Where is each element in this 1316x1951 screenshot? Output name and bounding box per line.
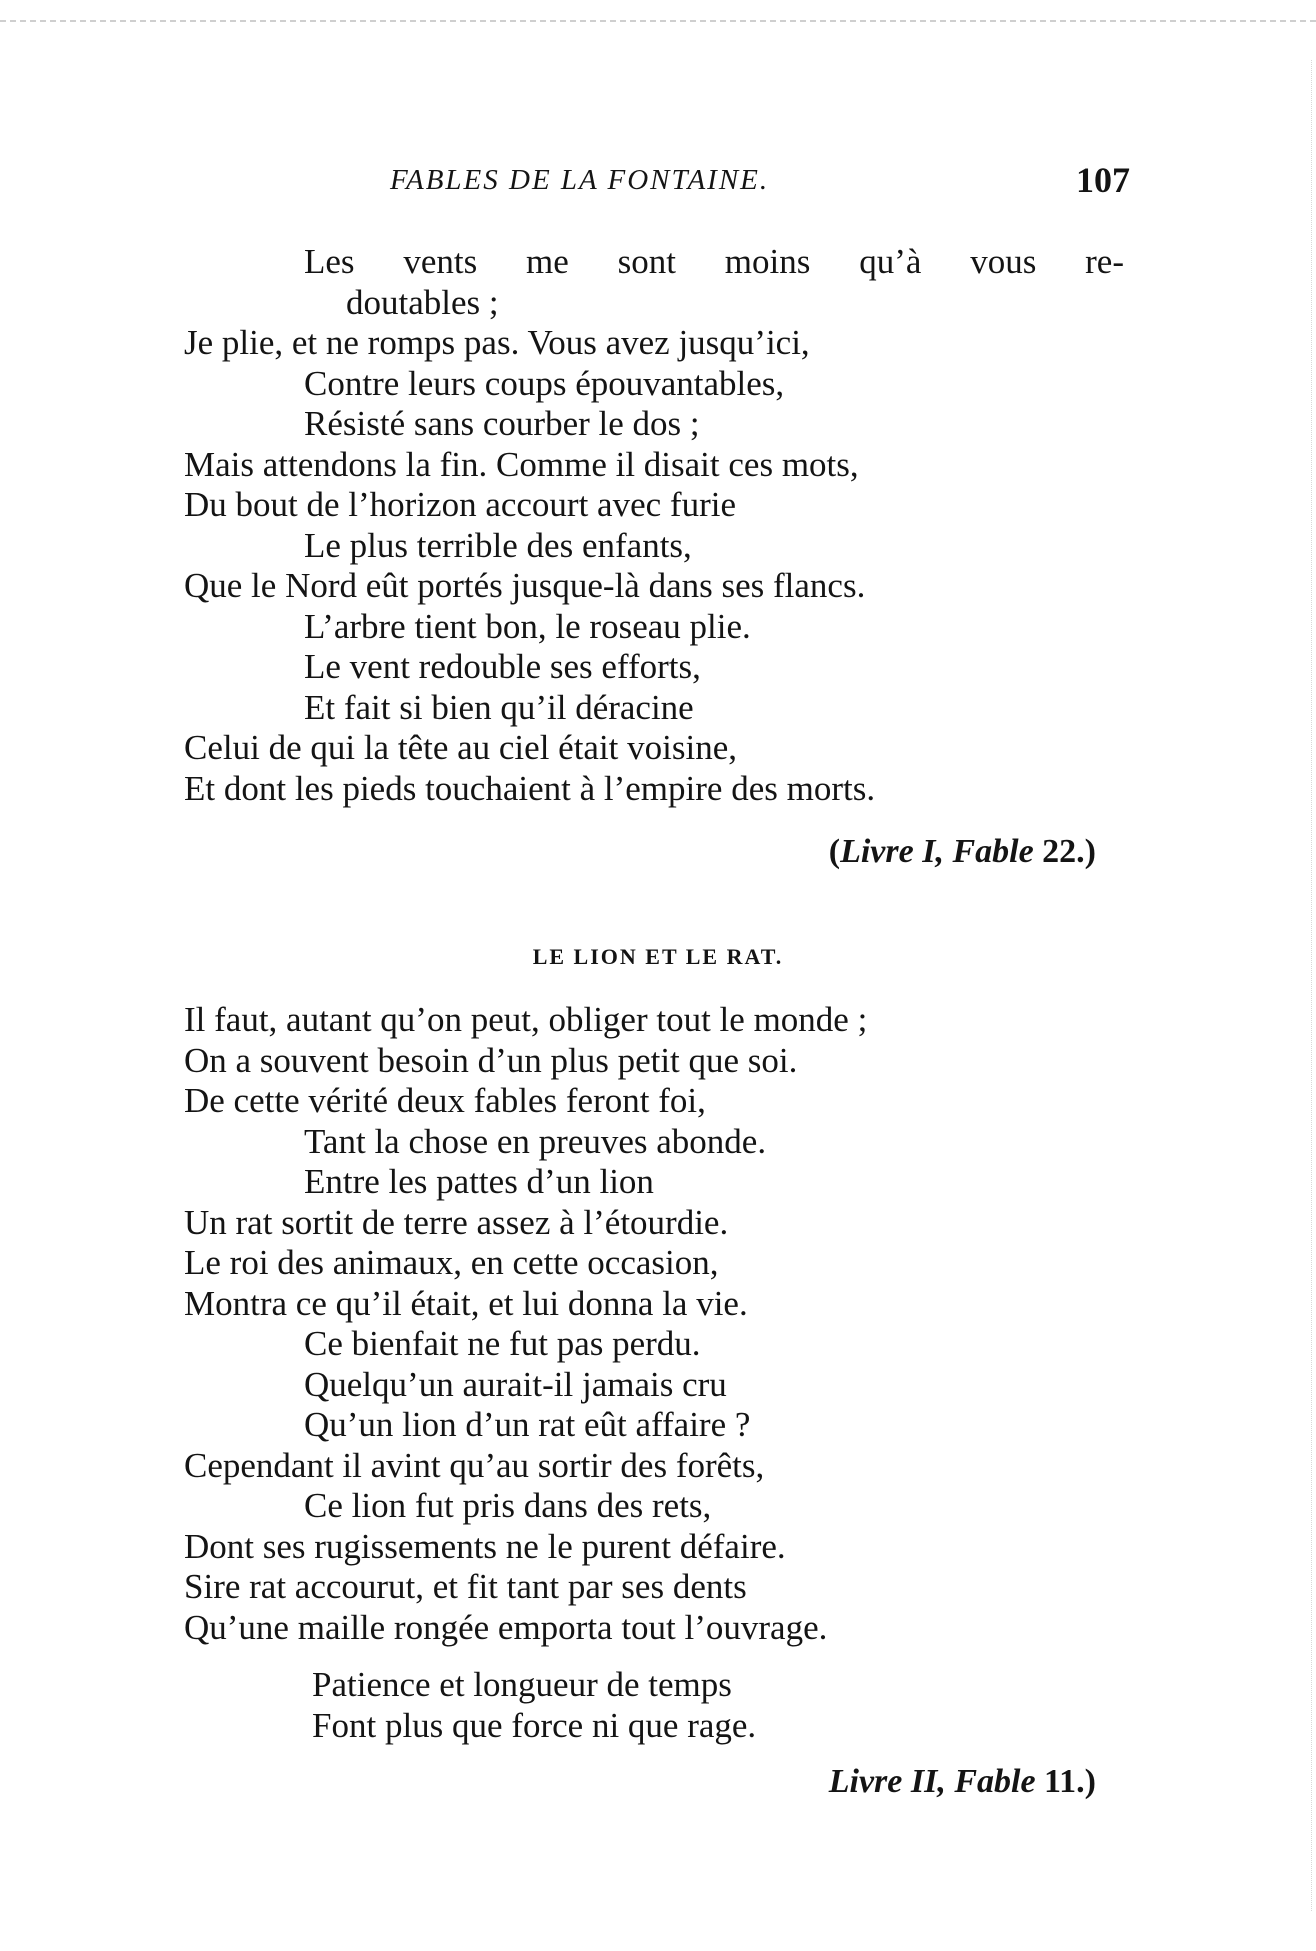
running-head — [390, 155, 1130, 205]
verse-line: Le plus terrible des enfants, — [304, 525, 692, 565]
verse-line: Résisté sans courber le dos ; — [304, 404, 700, 443]
moral-line: Font plus que force ni que rage. — [312, 1705, 757, 1745]
verse-line: Qu’un lion d’un rat eût affaire ? — [304, 1405, 751, 1444]
verse-line: Entre les pattes d’un lion — [304, 1162, 654, 1201]
fable-2-title: LE LION ET LE RAT. — [532, 944, 784, 969]
verse-line: Ce lion fut pris dans des rets, — [304, 1486, 712, 1525]
verse-line: On a souvent besoin d’un plus petit que soi. — [184, 1040, 798, 1080]
verse-line: doutables ; — [346, 282, 499, 322]
verse-line: L’arbre tient bon, le roseau plie. — [304, 606, 751, 646]
source-open-paren: ( — [828, 833, 841, 870]
verse-line: Celui de qui la tête au ciel était voisine, — [184, 728, 738, 767]
verse-line: Le roi des animaux, en cette occasion, — [184, 1243, 719, 1282]
fable-1-source — [829, 830, 1096, 874]
fable-1-verse — [184, 242, 1124, 809]
verse-line: De cette vérité deux fables feront foi, — [184, 1081, 706, 1120]
verse-line: Du bout de l’horizon accourt avec furie — [184, 485, 736, 524]
page-number: 107 — [1076, 160, 1130, 200]
verse-line: Contre leurs coups épouvantables, — [304, 363, 785, 403]
verse-line: Sire rat accourut, et fit tant par ses dents — [184, 1567, 747, 1606]
verse-line: Montra ce qu’il était, et lui donna la vie. — [184, 1283, 748, 1323]
source-fable: Fable — [952, 833, 1034, 870]
verse-line: Quelqu’un aurait-il jamais cru — [304, 1364, 727, 1404]
source-number: 11.) — [1044, 1763, 1096, 1800]
verse-line: Cependant il avint qu’au sortir des forêts, — [184, 1445, 765, 1485]
fable-2-moral — [184, 1665, 1124, 1746]
verse-line: Et dont les pieds touchaient à l’empire des morts. — [184, 768, 876, 808]
fable-2-source — [829, 1760, 1096, 1804]
source-livre: Livre II, — [828, 1763, 946, 1800]
verse-line: Le vent redouble ses efforts, — [304, 647, 701, 686]
source-livre: Livre I, — [840, 833, 944, 870]
verse-line: Un rat sortit de terre assez à l’étourdie. — [184, 1202, 729, 1242]
verse-line: Il faut, autant qu’on peut, obliger tout le monde ; — [184, 1000, 868, 1039]
verse-line: Ce bienfait ne fut pas perdu. — [304, 1324, 701, 1363]
moral-line: Patience et longueur de temps — [312, 1665, 732, 1704]
verse-line: Les vents me sont moins qu’à vous re- — [304, 242, 1124, 281]
verse-line: Et fait si bien qu’il déracine — [304, 687, 694, 727]
verse-line: Tant la chose en preuves abonde. — [304, 1121, 767, 1161]
running-title: FABLES DE LA FONTAINE. — [390, 164, 770, 196]
verse-line: Qu’une maille rongée emporta tout l’ouvrage. — [184, 1607, 828, 1647]
verse-line: Dont ses rugissements ne le purent défaire. — [184, 1526, 786, 1566]
source-fable: Fable — [954, 1763, 1036, 1800]
verse-line: Que le Nord eût portés jusque-là dans ses flancs. — [184, 566, 866, 605]
verse-line: Je plie, et ne romps pas. Vous avez jusqu’ici, — [184, 323, 810, 362]
verse-line: Mais attendons la fin. Comme il disait ces mots, — [184, 444, 859, 484]
source-number: 22.) — [1042, 833, 1096, 870]
fable-2-verse — [184, 1000, 1124, 1648]
